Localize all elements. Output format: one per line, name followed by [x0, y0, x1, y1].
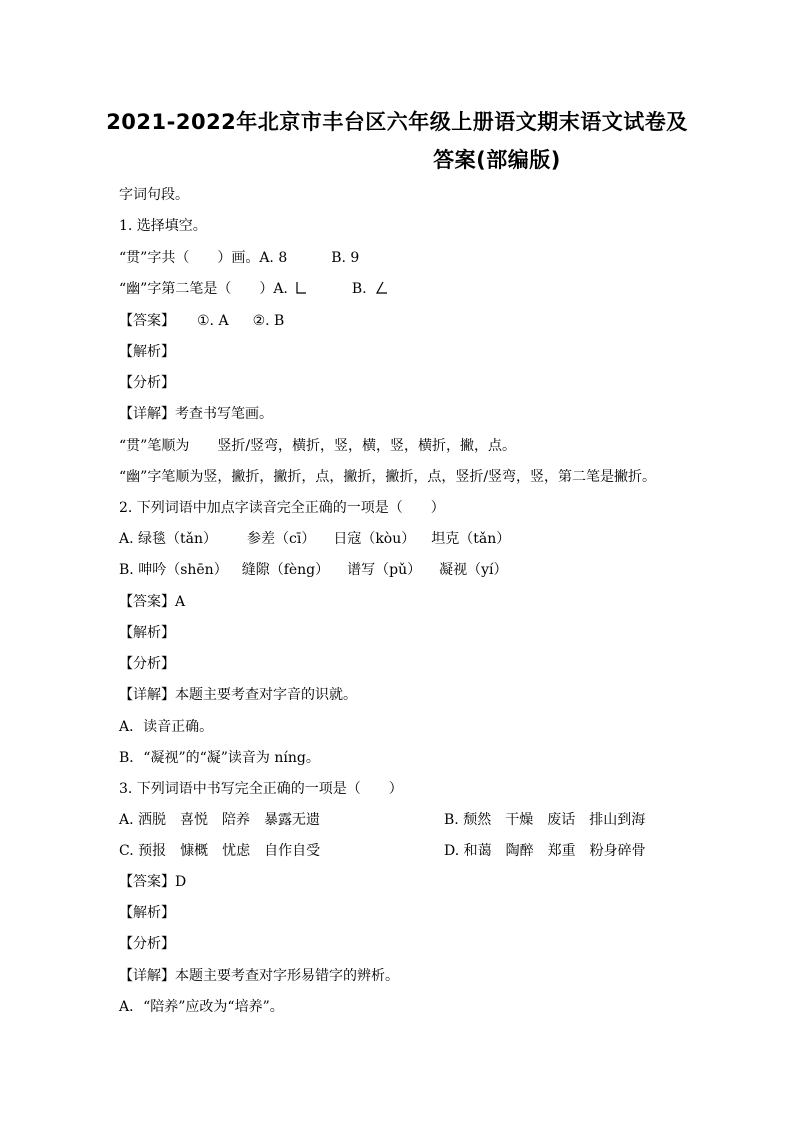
stroke-shu-zhe-icon — [294, 281, 308, 295]
q2-jiexi: 【解析】 — [119, 625, 175, 641]
q2-answer: 【答案】A — [119, 594, 186, 610]
q3-option-b: B. 颓然 干燥 废话 排山到海 — [444, 812, 646, 828]
q2-option-b-word-1: B. 呻吟（shēn） — [119, 562, 228, 578]
q1-detail: 【详解】考查书写笔画。 — [119, 406, 273, 422]
q3-answer: 【答案】D — [119, 874, 187, 890]
q3-jiexi: 【解析】 — [119, 905, 175, 921]
q1-stroke-order-1-label: “贯”笔顺为 — [119, 438, 190, 454]
q1-answer-label: 【答案】 — [119, 313, 175, 329]
q1-part-a — [119, 248, 359, 268]
q2-option-a-word-1: A. 绿毯（tǎn） — [119, 531, 217, 547]
q3-note-a: A．“陪养”应改为“培养”。 — [119, 999, 284, 1015]
q1-stroke-order-2: “幽”字笔顺为竖，撇折，撇折，点，撇折，撇折，点，竖折/竖弯，竖，第二笔是撇折。 — [119, 469, 657, 485]
q2-option-b — [119, 560, 508, 580]
q1-stroke-order-1 — [119, 436, 516, 456]
q2-option-a-word-2: 参差（cī） — [247, 531, 316, 547]
q1-part-a-text: “贯”字共（ ）画。A. 8 — [119, 250, 288, 266]
q1-answer-1: ①. A — [197, 313, 229, 329]
q3-fenxi: 【分析】 — [119, 936, 175, 952]
q1-part-b — [119, 279, 389, 299]
doc-title-line2: 答案(部编版) — [433, 148, 561, 172]
q1-part-b-text: “幽”字第二笔是（ ）A. — [119, 281, 288, 297]
q1-answer-2: ②. B — [252, 313, 285, 329]
q1-stroke-order-1-text: 竖折/竖弯，横折，竖，横，竖，横折，撇，点。 — [217, 438, 517, 454]
q1-answer — [119, 311, 284, 331]
q2-detail: 【详解】本题主要考查对字音的识就。 — [119, 687, 357, 703]
q1-part-b-option-b: B. — [351, 281, 367, 297]
q1-jiexi: 【解析】 — [119, 344, 175, 360]
q2-fenxi: 【分析】 — [119, 656, 175, 672]
stroke-pie-zhe-icon — [375, 281, 389, 295]
section-heading: 字词句段。 — [119, 187, 189, 203]
q2-note-a: A．读音正确。 — [119, 719, 214, 735]
q3-stem: 3. 下列词语中书写完全正确的一项是（ ） — [119, 781, 403, 797]
q1-stem: 1. 选择填空。 — [119, 218, 207, 234]
q3-detail: 【详解】本题主要考查对字形易错字的辨析。 — [119, 968, 399, 984]
q2-note-b: B．“凝视”的“凝”读音为 níng。 — [119, 750, 320, 766]
q2-option-b-word-2: 缝隙（fèng） — [241, 562, 330, 578]
q2-option-a — [119, 529, 510, 549]
doc-title-line1: 2021-2022年北京市丰台区六年级上册语文期末语文试卷及 — [106, 110, 688, 134]
q2-option-a-word-4: 坦克（tǎn） — [431, 531, 511, 547]
q3-option-a: A. 洒脱 喜悦 陪养 暴露无遗 — [119, 812, 321, 828]
q2-option-a-word-3: 日寇（kòu） — [333, 531, 416, 547]
q1-fenxi: 【分析】 — [119, 375, 175, 391]
q2-stem: 2. 下列词语中加点字读音完全正确的一项是（ ） — [119, 500, 445, 516]
q2-option-b-word-3: 谱写（pǔ） — [347, 562, 422, 578]
q3-option-c: C. 预报 慷概 忧虑 自作自受 — [119, 843, 321, 859]
q3-option-d: D. 和蔼 陶醉 郑重 粉身碎骨 — [444, 843, 646, 859]
q1-part-a-option-b: B. 9 — [331, 250, 360, 266]
q2-option-b-word-4: 凝视（yí） — [439, 562, 508, 578]
